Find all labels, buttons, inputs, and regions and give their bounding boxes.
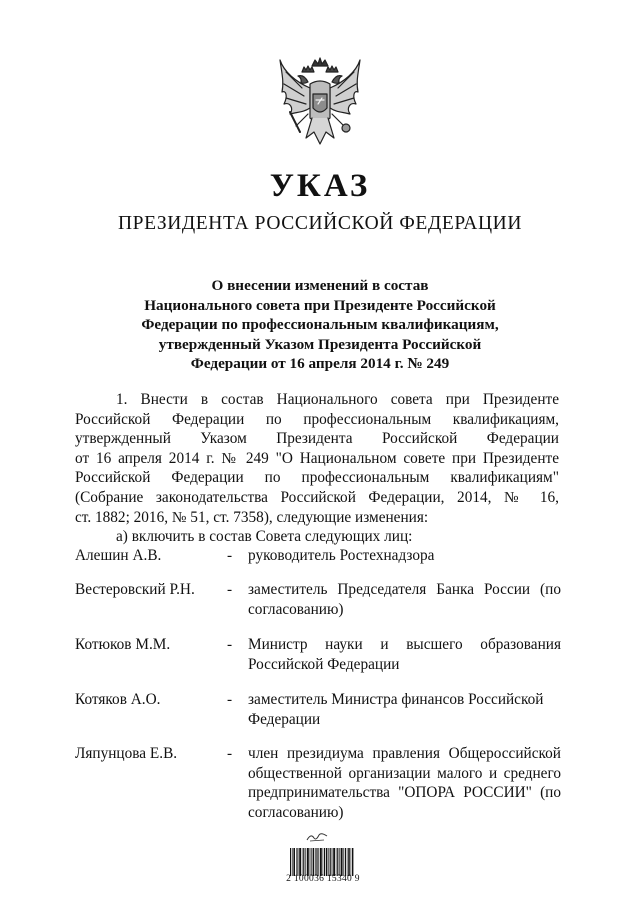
paragraph-line: Российской Федерации по профессиональным квалификациям" <box>75 469 559 487</box>
member-role: Министр науки и высшего образования Российской Федерации <box>248 636 561 673</box>
member-role: заместитель Председателя Банка России (по согласованию) <box>248 581 561 618</box>
decree-issuer: ПРЕЗИДЕНТА РОССИЙСКОЙ ФЕДЕРАЦИИ <box>117 213 523 234</box>
subject-line: Национального совета при Президенте Российской <box>144 296 496 314</box>
subject-line: Федерации по профессиональным квалификациям, <box>141 316 499 334</box>
member-dash: - <box>227 745 233 762</box>
member-dash: - <box>227 636 233 653</box>
decree-body <box>75 390 559 547</box>
member-row <box>75 580 561 635</box>
members-list <box>75 546 561 824</box>
member-dash: - <box>227 581 233 598</box>
paragraph-line: 1. Внести в состав Национального совета при Президенте <box>116 391 559 408</box>
subject-line: Федерации от 16 апреля 2014 г. № 249 <box>190 355 450 373</box>
member-name: Котяков А.О. <box>75 691 161 708</box>
member-role: заместитель Министра финансов Российской Федерации <box>248 691 544 728</box>
document-barcode <box>280 834 364 892</box>
paragraph-line: ст. 1882; 2016, № 51, ст. 7358), следующие изменения: <box>75 508 429 526</box>
member-name: Котюков М.М. <box>75 636 171 653</box>
member-dash: - <box>227 691 233 708</box>
paragraph-line: Российской Федерации по профессиональным квалификациям, <box>75 410 559 428</box>
barcode-number: 2 100036 15340 9 <box>286 874 360 884</box>
coat-of-arms-emblem <box>272 52 368 156</box>
subpoint-line: а) включить в состав Совета следующих лиц: <box>116 528 413 546</box>
barcode-bars <box>290 848 354 876</box>
member-name: Алешин А.В. <box>75 547 162 564</box>
subject-line: утвержденный Указом Президента Российской <box>158 335 482 353</box>
member-name: Вестеровский Р.Н. <box>75 581 195 598</box>
member-row <box>75 690 561 744</box>
member-row <box>75 546 561 580</box>
paragraph-line: от 16 апреля 2014 г. № 249 "О Национальном совете при Президенте <box>75 449 559 467</box>
decree-subject <box>110 276 530 374</box>
member-row <box>75 744 561 824</box>
paragraph-line: (Собрание законодательства Российской Федерации, 2014, № 16, <box>75 488 559 506</box>
member-row <box>75 635 561 690</box>
subject-line: О внесении изменений в состав <box>211 277 429 294</box>
member-role: член президиума правления Общероссийской общественной организации малого и среднего предпринимательства "ОПОРА РОССИИ" (по согласованию) <box>248 745 561 821</box>
decree-title: УКАЗ <box>269 168 371 204</box>
member-role: руководитель Ростехнадзора <box>248 547 435 564</box>
member-dash: - <box>227 547 233 564</box>
paragraph-line: утвержденный Указом Президента Российской Федерации <box>75 430 559 448</box>
member-name: Ляпунцова Е.В. <box>75 745 178 762</box>
